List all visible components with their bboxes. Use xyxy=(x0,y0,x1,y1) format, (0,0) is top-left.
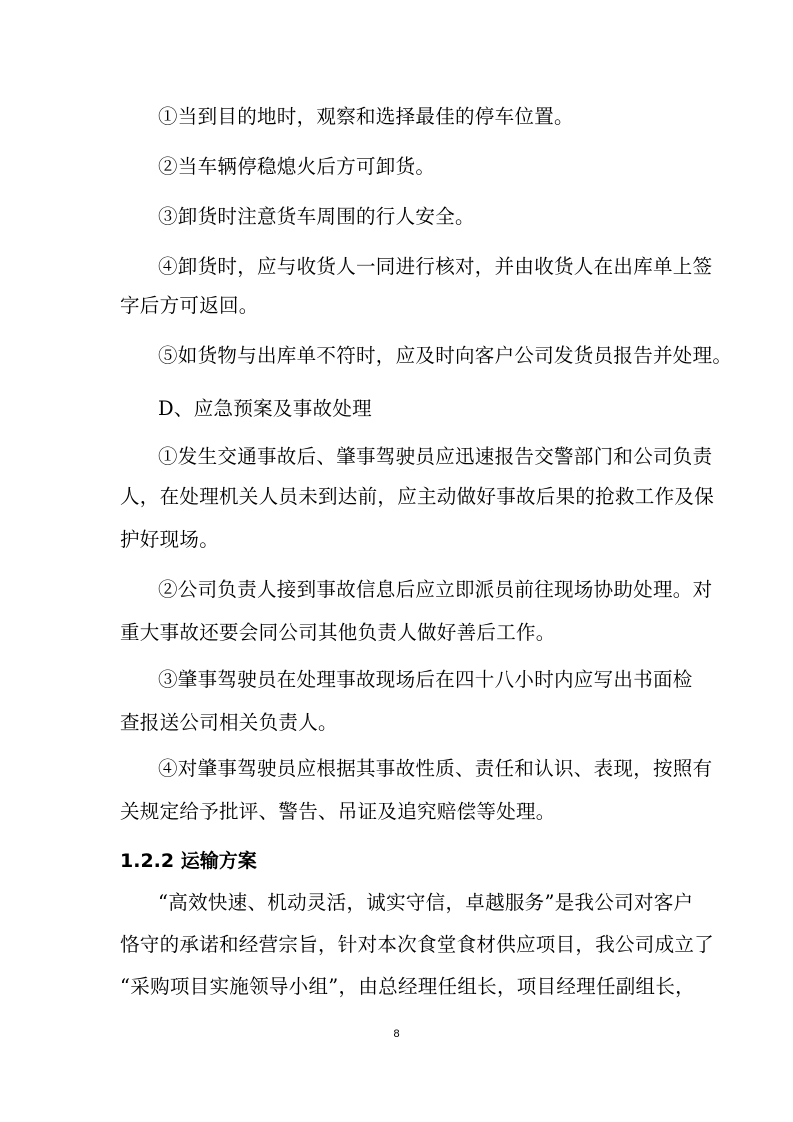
paragraph-5-line-1: ⑤如货物与出库单不符时，应及时向客户公司发货员报告并处理。 xyxy=(158,344,733,367)
paragraph-7-line-3: 护好现场。 xyxy=(120,528,220,551)
paragraph-7-line-1: ①发生交通事故后、肇事驾驶员应迅速报告交警部门和公司负责 xyxy=(158,445,713,468)
paragraph-2-line-1: ②当车辆停稳熄火后方可卸货。 xyxy=(158,155,436,178)
paragraph-10-line-1: ④对肇事驾驶员应根据其事故性质、责任和认识、表现，按照有 xyxy=(158,757,713,780)
paragraph-8-line-1: ②公司负责人接到事故信息后应立即派员前往现场协助处理。对 xyxy=(158,578,713,601)
closing-paragraph-line-1: “高效快速、机动灵活，诚实守信，卓越服务”是我公司对客户 xyxy=(158,891,694,914)
paragraph-3-line-1: ③卸货时注意货车周围的行人安全。 xyxy=(158,205,475,228)
paragraph-1-line-1: ①当到目的地时，观察和选择最佳的停车位置。 xyxy=(158,105,574,128)
closing-paragraph-line-2: 恪守的承诺和经营宗旨，针对本次食堂食材供应项目，我公司成立了 xyxy=(120,933,715,956)
closing-paragraph-line-3: “采购项目实施领导小组”，由总经理任组长，项目经理任副组长， xyxy=(120,975,695,998)
paragraph-8-line-2: 重大事故还要会同公司其他负责人做好善后工作。 xyxy=(120,621,556,644)
paragraph-7-line-2: 人，在处理机关人员未到达前，应主动做好事故后果的抢救工作及保 xyxy=(120,485,715,508)
paragraph-4-line-1: ④卸货时，应与收货人一同进行核对，并由收货人在出库单上签 xyxy=(158,255,713,278)
paragraph-9-line-1: ③肇事驾驶员在处理事故现场后在四十八小时内应写出书面检 xyxy=(158,668,693,691)
paragraph-4-line-2: 字后方可返回。 xyxy=(120,294,259,317)
paragraph-6-line-1: D、应急预案及事故处理 xyxy=(158,397,372,420)
section-heading: 1.2.2 运输方案 xyxy=(120,850,257,872)
paragraph-9-line-2: 查报送公司相关负责人。 xyxy=(120,711,338,734)
page-number: 8 xyxy=(393,1028,400,1040)
paragraph-10-line-2: 关规定给予批评、警告、吊证及追究赔偿等处理。 xyxy=(120,800,556,823)
